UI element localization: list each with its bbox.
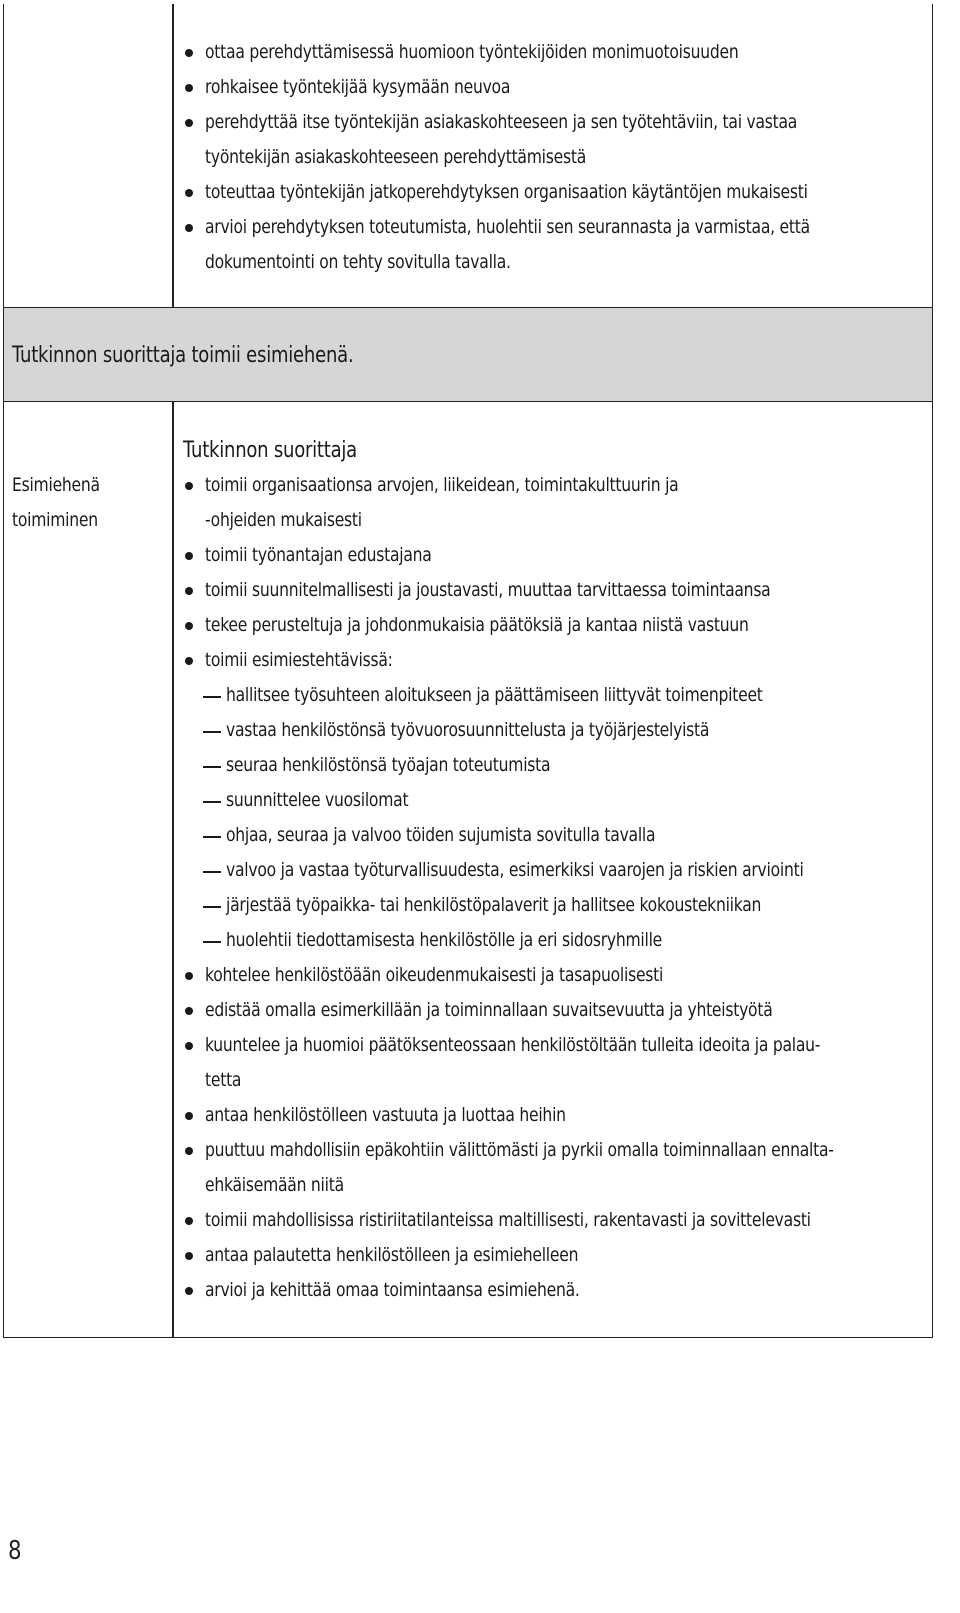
dash-icon [203,836,221,838]
dash-icon [203,696,221,698]
list-item: ottaa perehdyttämisessä huomioon työntekijöiden monimuotoisuuden [205,41,739,63]
list-item: kohtelee henkilöstöään oikeudenmukaisesti ja tasapuolisesti [205,964,664,986]
bullet-icon [185,1217,193,1225]
list-item: edistää omalla esimerkillään ja toiminnallaan suvaitsevuutta ja yhteistyötä [205,999,773,1021]
list-item: -ohjeiden mukaisesti [205,509,362,531]
list-item: hallitsee työsuhteen aloitukseen ja päättämiseen liittyvät toimenpiteet [226,684,763,706]
list-item: toimii organisaationsa arvojen, liikeidean, toimintakulttuurin ja [205,474,679,496]
dash-icon [203,766,221,768]
bullet-icon [185,224,193,232]
dash-icon [203,906,221,908]
list-item: rohkaisee työntekijää kysymään neuvoa [205,76,511,98]
section-heading: Tutkinnon suorittaja toimii esimiehenä. [12,343,354,368]
bullet-icon [185,657,193,665]
page-number: 8 [8,1536,22,1566]
intro-label: Tutkinnon suorittaja [183,438,357,463]
bullet-icon [185,972,193,980]
dash-icon [203,801,221,803]
bullet-icon [185,1007,193,1015]
list-item: puuttuu mahdollisiin epäkohtiin välittömästi ja pyrkii omalla toiminnallaan ennalta- [205,1139,834,1161]
list-item: vastaa henkilöstönsä työvuorosuunnittelusta ja työjärjestelyistä [226,719,710,741]
bullet-icon [185,1112,193,1120]
list-item: työntekijän asiakaskohteeseen perehdyttämisestä [205,146,587,168]
list-item: toimii työnantajan edustajana [205,544,432,566]
list-item: perehdyttää itse työntekijän asiakaskohteeseen ja sen työtehtäviin, tai vastaa [205,111,798,133]
bullet-icon [185,587,193,595]
column-divider [172,401,174,1338]
left-label-line: toimiminen [12,509,98,531]
bullet-icon [185,189,193,197]
list-item: järjestää työpaikka- tai henkilöstöpalaverit ja hallitsee kokoustekniikan [226,894,762,916]
list-item: toimii esimiestehtävissä: [205,649,393,671]
bullet-icon [185,1287,193,1295]
bullet-icon [185,1147,193,1155]
list-item: dokumentointi on tehty sovitulla tavalla. [205,251,511,273]
list-item: ehkäisemään niitä [205,1174,344,1196]
list-item: tetta [205,1069,242,1091]
bullet-icon [185,84,193,92]
dash-icon [203,871,221,873]
left-label-line: Esimiehenä [12,474,100,496]
bullet-icon [185,482,193,490]
dash-icon [203,731,221,733]
list-item: tekee perusteltuja ja johdonmukaisia päätöksiä ja kantaa niistä vastuun [205,614,749,636]
bullet-icon [185,1252,193,1260]
list-item: seuraa henkilöstönsä työajan toteutumista [226,754,551,776]
list-item: ohjaa, seuraa ja valvoo töiden sujumista sovitulla tavalla [226,824,656,846]
list-item: kuuntelee ja huomioi päätöksenteossaan henkilöstöltään tulleita ideoita ja palau- [205,1034,821,1056]
bullet-icon [185,119,193,127]
list-item: antaa henkilöstölleen vastuuta ja luottaa heihin [205,1104,566,1126]
bullet-icon [185,1042,193,1050]
list-item: valvoo ja vastaa työturvallisuudesta, esimerkiksi vaarojen ja riskien arviointi [226,859,804,881]
list-item: suunnittelee vuosilomat [226,789,409,811]
list-item: toteuttaa työntekijän jatkoperehdytyksen organisaation käytäntöjen mukaisesti [205,181,808,203]
column-divider [172,4,174,308]
list-item: arvioi ja kehittää omaa toimintaansa esimiehenä. [205,1279,580,1301]
list-item: arvioi perehdytyksen toteutumista, huolehtii sen seurannasta ja varmistaa, että [205,216,810,238]
list-item: antaa palautetta henkilöstölleen ja esimiehelleen [205,1244,579,1266]
list-item: toimii mahdollisissa ristiriitatilanteissa maltillisesti, rakentavasti ja sovittelevasti [205,1209,811,1231]
bullet-icon [185,552,193,560]
dash-icon [203,941,221,943]
list-item: toimii suunnitelmallisesti ja joustavasti, muuttaa tarvittaessa toimintaansa [205,579,771,601]
list-item: huolehtii tiedottamisesta henkilöstölle ja eri sidosryhmille [226,929,663,951]
bullet-icon [185,49,193,57]
bullet-icon [185,622,193,630]
